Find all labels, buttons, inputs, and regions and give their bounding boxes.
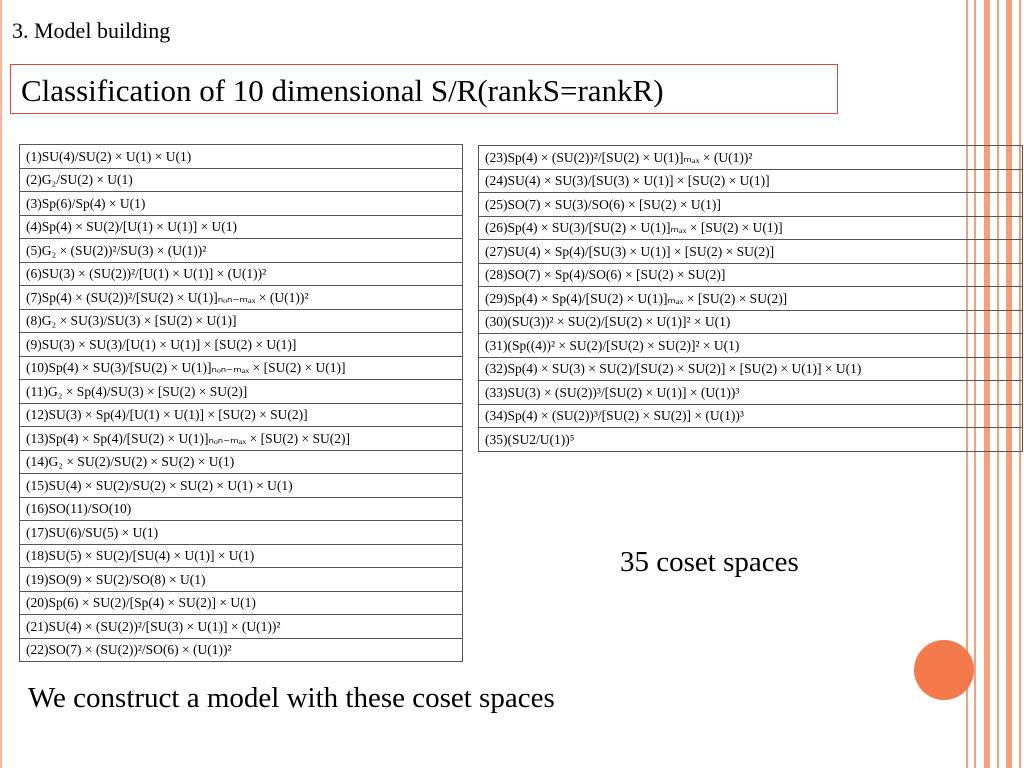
table-row <box>20 145 463 169</box>
slide-title: Classification of 10 dimensional S/R(rankS=rankR) <box>10 64 838 114</box>
section-header: 3. Model building <box>12 18 171 43</box>
coset-cell: (11)G₂ × Sp(4)/SU(3) × [SU(2) × SU(2)] <box>20 380 463 404</box>
table-row <box>479 404 1023 428</box>
coset-cell: (8)G₂ × SU(3)/SU(3) × [SU(2) × U(1)] <box>20 309 463 333</box>
coset-cell: (23)Sp(4) × (SU(2))²/[SU(2) × U(1)]ₘₐₓ × (U(1))² <box>479 146 1023 170</box>
table-row <box>20 239 463 263</box>
coset-cell: (24)SU(4) × SU(3)/[SU(3) × U(1)] × [SU(2) × U(1)] <box>479 169 1023 193</box>
table-row <box>20 356 463 380</box>
coset-cell: (2)G₂/SU(2) × U(1) <box>20 168 463 192</box>
coset-cell: (9)SU(3) × SU(3)/[U(1) × U(1)] × [SU(2) × U(1)] <box>20 333 463 357</box>
coset-cell: (13)Sp(4) × Sp(4)/[SU(2) × U(1)]ₙₒₙ₋ₘₐₓ × [SU(2) × SU(2)] <box>20 427 463 451</box>
decorative-circle <box>914 640 974 700</box>
coset-cell: (22)SO(7) × (SU(2))²/SO(6) × (U(1))² <box>20 638 463 662</box>
table-row <box>479 357 1023 381</box>
table-row <box>479 193 1023 217</box>
table-row <box>20 591 463 615</box>
table-row <box>20 615 463 639</box>
table-row <box>479 334 1023 358</box>
coset-cell: (5)G₂ × (SU(2))²/SU(3) × (U(1))² <box>20 239 463 263</box>
footer-statement: We construct a model with these coset spaces <box>28 682 555 714</box>
coset-table-right <box>478 145 1023 452</box>
coset-cell: (1)SU(4)/SU(2) × U(1) × U(1) <box>20 145 463 169</box>
coset-cell: (4)Sp(4) × SU(2)/[U(1) × U(1)] × U(1) <box>20 215 463 239</box>
table-row <box>20 544 463 568</box>
coset-cell: (35)(SU2/U(1))⁵ <box>479 428 1023 452</box>
coset-cell: (17)SU(6)/SU(5) × U(1) <box>20 521 463 545</box>
table-row <box>20 192 463 216</box>
table-row <box>479 146 1023 170</box>
table-row <box>20 309 463 333</box>
table-row <box>479 216 1023 240</box>
table-row <box>479 428 1023 452</box>
table-row <box>479 381 1023 405</box>
coset-cell: (10)Sp(4) × SU(3)/[SU(2) × U(1)]ₙₒₙ₋ₘₐₓ × [SU(2) × U(1)] <box>20 356 463 380</box>
coset-cell: (14)G₂ × SU(2)/SU(2) × SU(2) × U(1) <box>20 450 463 474</box>
table-row <box>20 215 463 239</box>
coset-table-left <box>19 144 463 662</box>
table-row <box>20 497 463 521</box>
coset-cell: (6)SU(3) × (SU(2))²/[U(1) × U(1)] × (U(1))² <box>20 262 463 286</box>
table-row <box>479 287 1023 311</box>
table-row <box>20 262 463 286</box>
table-row <box>20 450 463 474</box>
table-row <box>20 168 463 192</box>
coset-cell: (30)(SU(3))² × SU(2)/[SU(2) × U(1)]² × U(1) <box>479 310 1023 334</box>
table-row <box>20 474 463 498</box>
coset-cell: (32)Sp(4) × SU(3) × SU(2)/[SU(2) × SU(2)] × [SU(2) × U(1)] × U(1) <box>479 357 1023 381</box>
coset-cell: (33)SU(3) × (SU(2))³/[SU(2) × U(1)] × (U(1))³ <box>479 381 1023 405</box>
table-row <box>20 286 463 310</box>
coset-cell: (31)(Sp((4))² × SU(2)/[SU(2) × SU(2)]² × U(1) <box>479 334 1023 358</box>
coset-cell: (19)SO(9) × SU(2)/SO(8) × U(1) <box>20 568 463 592</box>
coset-cell: (27)SU(4) × Sp(4)/[SU(3) × U(1)] × [SU(2) × SU(2)] <box>479 240 1023 264</box>
table-row <box>479 240 1023 264</box>
coset-cell: (16)SO(11)/SO(10) <box>20 497 463 521</box>
coset-cell: (29)Sp(4) × Sp(4)/[SU(2) × U(1)]ₘₐₓ × [SU(2) × SU(2)] <box>479 287 1023 311</box>
table-row <box>20 568 463 592</box>
table-row <box>20 380 463 404</box>
table-row <box>20 521 463 545</box>
coset-cell: (26)Sp(4) × SU(3)/[SU(2) × U(1)]ₘₐₓ × [SU(2) × U(1)] <box>479 216 1023 240</box>
table-row <box>479 310 1023 334</box>
table-row <box>479 263 1023 287</box>
table-row <box>20 333 463 357</box>
table-row <box>20 427 463 451</box>
coset-cell: (15)SU(4) × SU(2)/SU(2) × SU(2) × U(1) × U(1) <box>20 474 463 498</box>
coset-cell: (21)SU(4) × (SU(2))²/[SU(3) × U(1)] × (U(1))² <box>20 615 463 639</box>
left-decorative-line <box>0 0 2 768</box>
coset-cell: (3)Sp(6)/Sp(4) × U(1) <box>20 192 463 216</box>
coset-cell: (12)SU(3) × Sp(4)/[U(1) × U(1)] × [SU(2) × SU(2)] <box>20 403 463 427</box>
table-row <box>20 403 463 427</box>
coset-cell: (18)SU(5) × SU(2)/[SU(4) × U(1)] × U(1) <box>20 544 463 568</box>
coset-cell: (20)Sp(6) × SU(2)/[Sp(4) × SU(2)] × U(1) <box>20 591 463 615</box>
coset-cell: (34)Sp(4) × (SU(2))³/[SU(2) × SU(2)] × (U(1))³ <box>479 404 1023 428</box>
table-row <box>20 638 463 662</box>
table-row <box>479 169 1023 193</box>
coset-cell: (28)SO(7) × Sp(4)/SO(6) × [SU(2) × SU(2)] <box>479 263 1023 287</box>
coset-cell: (7)Sp(4) × (SU(2))²/[SU(2) × U(1)]ₙₒₙ₋ₘₐₓ × (U(1))² <box>20 286 463 310</box>
coset-count-label: 35 coset spaces <box>620 546 799 578</box>
coset-cell: (25)SO(7) × SU(3)/SO(6) × [SU(2) × U(1)] <box>479 193 1023 217</box>
